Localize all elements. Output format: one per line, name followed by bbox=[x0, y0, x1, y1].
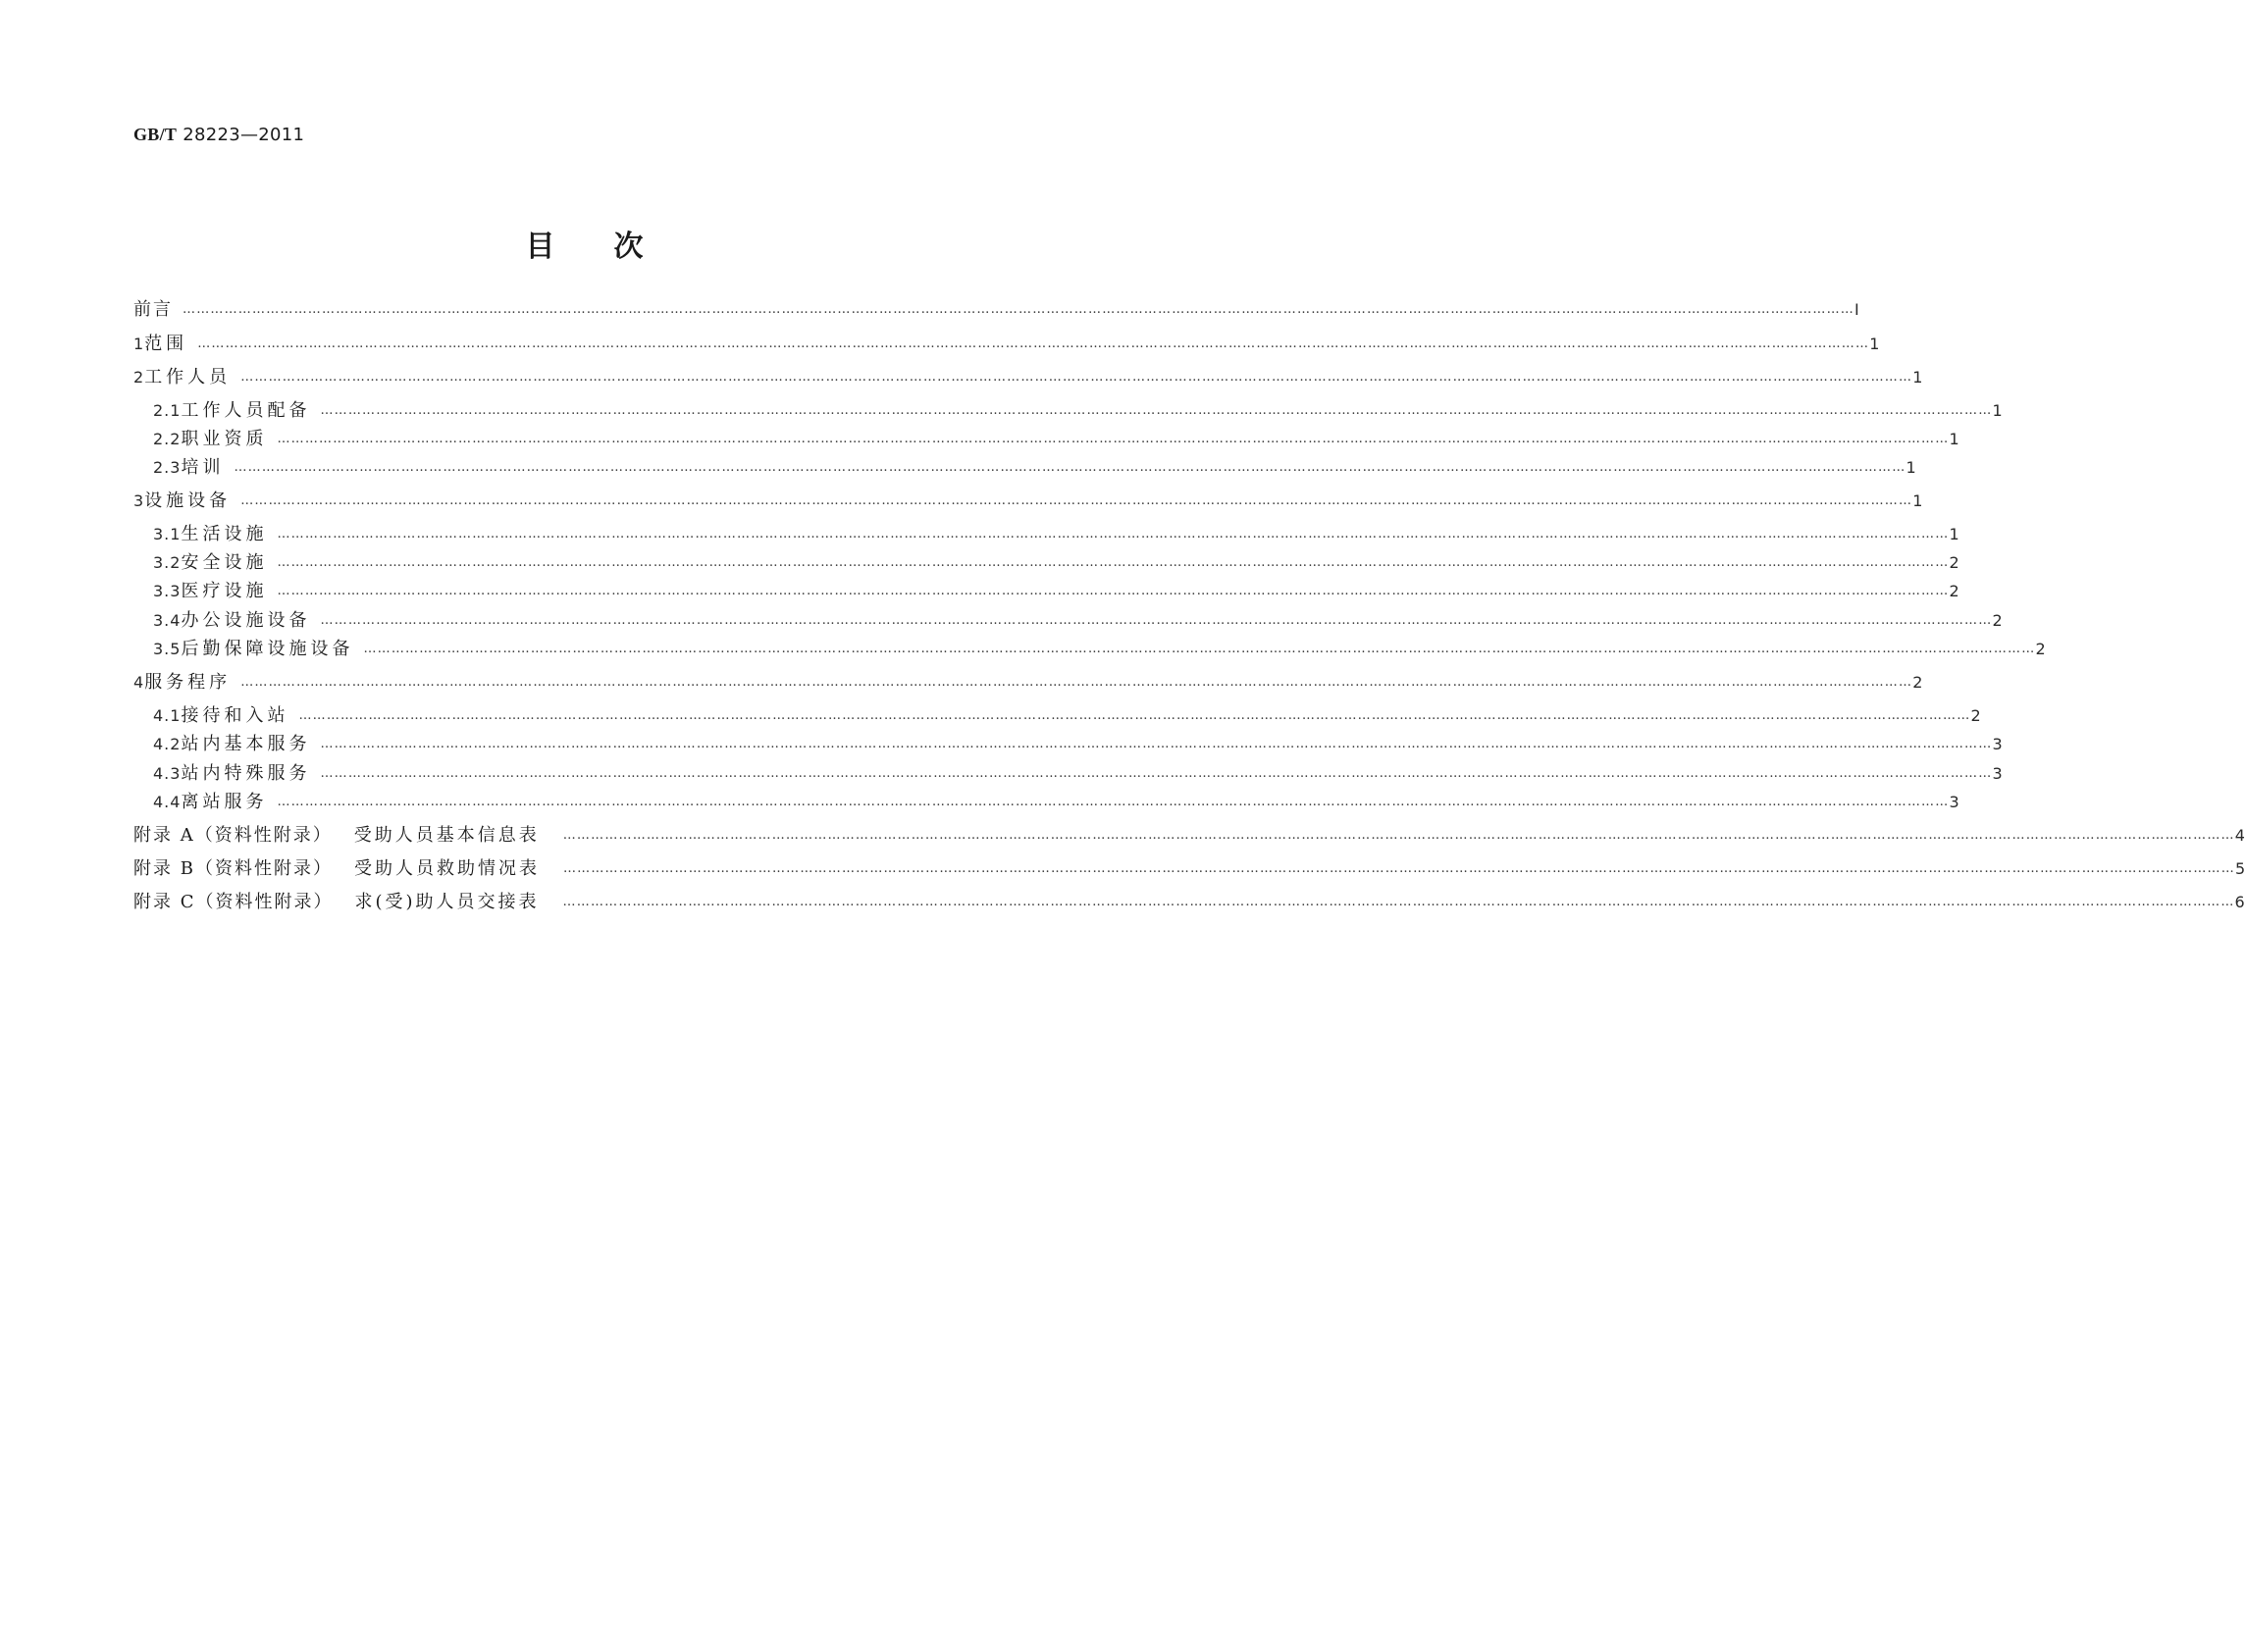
toc-entry[interactable] bbox=[133, 823, 2245, 849]
toc-appendix-entry bbox=[133, 890, 563, 915]
toc-entry[interactable] bbox=[153, 608, 2003, 634]
toc-section-number: 3 bbox=[133, 491, 145, 510]
toc-dot-leader: ……………………………………………………………………………………………………………………………………………………………………………………………………………………………………………………………………………………………………………………………… bbox=[562, 861, 2235, 876]
toc-dot-leader: ……………………………………………………………………………………………………………………………………………………………………………………………………………………………………………………………………………………………………………………………… bbox=[240, 370, 1913, 385]
toc-section-title: 办公设施设备 bbox=[181, 610, 311, 631]
toc-section-number: 2.2 bbox=[153, 430, 182, 448]
toc-section-title: 站内基本服务 bbox=[181, 734, 311, 754]
toc-dot-leader: ……………………………………………………………………………………………………………………………………………………………………………………………………………………………………………………………………………………………………………………………… bbox=[277, 432, 1950, 446]
toc-entry[interactable] bbox=[153, 427, 1959, 452]
toc-page-number: 6 bbox=[2234, 893, 2245, 911]
toc-section-title: 工作人员配备 bbox=[181, 400, 311, 421]
toc-entry[interactable] bbox=[133, 332, 1880, 357]
toc-page-number: 3 bbox=[1992, 735, 2003, 753]
toc-page-number: 3 bbox=[1949, 793, 1959, 811]
toc-dot-leader: ……………………………………………………………………………………………………………………………………………………………………………………………………………………………………………………………………………………………………………………………… bbox=[320, 766, 1993, 781]
toc-section-number: 3.4 bbox=[153, 611, 182, 630]
toc-section-title: 服务程序 bbox=[144, 672, 232, 693]
toc-entry[interactable] bbox=[153, 732, 2003, 757]
toc-entry[interactable] bbox=[153, 790, 1959, 815]
toc-section-title: 站内特殊服务 bbox=[181, 763, 311, 784]
toc-section-title: 前言 bbox=[133, 299, 173, 320]
toc-section-title: 设施设备 bbox=[144, 490, 232, 511]
toc-section-title: 医疗设施 bbox=[181, 581, 268, 601]
toc-section-number: 4 bbox=[133, 673, 145, 692]
toc-page-number: 1 bbox=[1869, 335, 1880, 353]
toc-section-number: 4.2 bbox=[153, 735, 182, 753]
standard-code-number: 28223—2011 bbox=[183, 125, 305, 145]
toc-entry[interactable] bbox=[133, 856, 2245, 882]
toc-entry[interactable] bbox=[153, 703, 1981, 729]
toc-section-title: 离站服务 bbox=[181, 792, 268, 812]
toc-dot-leader: ……………………………………………………………………………………………………………………………………………………………………………………………………………………………………………………………………………………………………………………………… bbox=[277, 584, 1950, 598]
toc-appendix-title: 受助人员救助情况表 bbox=[353, 858, 540, 879]
toc-entry[interactable] bbox=[133, 890, 2245, 915]
toc-section-number: 3.1 bbox=[153, 525, 182, 543]
toc-section-number: 2.3 bbox=[153, 458, 182, 477]
toc-page-number: 2 bbox=[1992, 611, 2003, 630]
toc-page-number: 2 bbox=[1949, 582, 1959, 600]
toc-page-number: 1 bbox=[1992, 401, 2003, 420]
toc-section-title: 范围 bbox=[144, 334, 188, 354]
toc-page-number: 2 bbox=[1912, 673, 1923, 692]
toc-dot-leader: ……………………………………………………………………………………………………………………………………………………………………………………………………………………………………………………………………………………………………………………………… bbox=[277, 795, 1950, 809]
toc-section-number: 4.3 bbox=[153, 764, 182, 783]
toc-section-title: 接待和入站 bbox=[181, 705, 289, 726]
toc-section-number: 3.5 bbox=[153, 640, 182, 658]
toc-appendix-title: 求(受)助人员交接表 bbox=[354, 892, 540, 912]
toc-dot-leader: ……………………………………………………………………………………………………………………………………………………………………………………………………………………………………………………………………………………………………………………………… bbox=[183, 302, 1854, 317]
toc-entry[interactable] bbox=[153, 637, 2046, 662]
toc-dot-leader: ……………………………………………………………………………………………………………………………………………………………………………………………………………………………………………………………………………………………………………………………… bbox=[562, 895, 2235, 909]
toc-entry[interactable] bbox=[133, 365, 1923, 390]
toc-entry[interactable] bbox=[153, 761, 2003, 787]
toc-page-number: 2 bbox=[1970, 706, 1981, 725]
toc-dot-leader: ……………………………………………………………………………………………………………………………………………………………………………………………………………………………………………………………………………………………………………………………… bbox=[320, 737, 1993, 751]
toc-page-number: 4 bbox=[2234, 826, 2245, 845]
toc-entry[interactable] bbox=[153, 522, 1959, 547]
toc-dot-leader: ……………………………………………………………………………………………………………………………………………………………………………………………………………………………………………………………………………………………………………………………… bbox=[277, 527, 1950, 542]
toc-dot-leader: ……………………………………………………………………………………………………………………………………………………………………………………………………………………………………………………………………………………………………………………………… bbox=[240, 493, 1913, 508]
toc-section-title: 培训 bbox=[181, 457, 225, 478]
toc-section-title: 工作人员 bbox=[144, 367, 232, 387]
toc-page-number: 1 bbox=[1949, 430, 1959, 448]
toc-appendix-entry bbox=[133, 823, 563, 849]
toc-page-number: 1 bbox=[1949, 525, 1959, 543]
toc-entry[interactable] bbox=[153, 398, 2003, 424]
toc-page-number: 2 bbox=[1949, 553, 1959, 572]
toc-section-title: 附录 C（资料性附录） bbox=[133, 892, 334, 912]
toc-section-number: 1 bbox=[133, 335, 145, 353]
toc-section-title: 附录 A（资料性附录） bbox=[133, 825, 333, 846]
toc-dot-leader: ……………………………………………………………………………………………………………………………………………………………………………………………………………………………………………………………………………………………………………………………… bbox=[298, 708, 1971, 723]
toc-entry[interactable] bbox=[153, 579, 1959, 604]
toc-entry[interactable] bbox=[133, 297, 1859, 323]
toc-page-number: 3 bbox=[1992, 764, 2003, 783]
toc-dot-leader: ……………………………………………………………………………………………………………………………………………………………………………………………………………………………………………………………………………………………………………………………… bbox=[562, 828, 2235, 843]
toc-section-title: 生活设施 bbox=[181, 524, 268, 544]
toc-section-number: 4.4 bbox=[153, 793, 182, 811]
toc-page-number: Ⅰ bbox=[1854, 300, 1859, 319]
toc-dot-leader: ……………………………………………………………………………………………………………………………………………………………………………………………………………………………………………………………………………………………………………………………… bbox=[363, 642, 2036, 656]
toc-dot-leader: ……………………………………………………………………………………………………………………………………………………………………………………………………………………………………………………………………………………………………………………………… bbox=[320, 613, 1993, 628]
toc-dot-leader: ……………………………………………………………………………………………………………………………………………………………………………………………………………………………………………………………………………………………………………………………… bbox=[197, 336, 1870, 351]
toc-entry[interactable] bbox=[153, 455, 1916, 481]
toc-section-title: 后勤保障设施设备 bbox=[181, 639, 354, 659]
toc-section-title: 附录 B（资料性附录） bbox=[133, 858, 333, 879]
standard-code-prefix: GB/T bbox=[133, 125, 178, 144]
toc-page-number: 1 bbox=[1912, 491, 1923, 510]
toc-page-number: 2 bbox=[2035, 640, 2046, 658]
toc-section-number: 3.3 bbox=[153, 582, 182, 600]
toc-entry[interactable] bbox=[133, 670, 1923, 696]
toc-appendix-title: 受助人员基本信息表 bbox=[353, 825, 540, 846]
toc-appendix-entry bbox=[133, 856, 563, 882]
toc-dot-leader: ……………………………………………………………………………………………………………………………………………………………………………………………………………………………………………………………………………………………………………………………… bbox=[234, 460, 1906, 475]
toc-section-title: 职业资质 bbox=[181, 429, 268, 449]
toc-entry[interactable] bbox=[133, 489, 1923, 514]
toc-dot-leader: ……………………………………………………………………………………………………………………………………………………………………………………………………………………………………………………………………………………………………………………………… bbox=[240, 675, 1913, 690]
toc-page-number: 1 bbox=[1906, 458, 1916, 477]
toc-section-number: 4.1 bbox=[153, 706, 182, 725]
toc-dot-leader: ……………………………………………………………………………………………………………………………………………………………………………………………………………………………………………………………………………………………………………………………… bbox=[320, 403, 1993, 418]
toc-dot-leader: ……………………………………………………………………………………………………………………………………………………………………………………………………………………………………………………………………………………………………………………………… bbox=[277, 555, 1950, 570]
table-of-contents bbox=[133, 0, 2245, 1652]
toc-entry[interactable] bbox=[153, 550, 1959, 576]
toc-page-number: 5 bbox=[2234, 859, 2245, 878]
toc-section-number: 2 bbox=[133, 368, 145, 387]
toc-section-title: 安全设施 bbox=[181, 552, 268, 573]
page-title: 目次 bbox=[525, 230, 703, 264]
toc-section-number: 2.1 bbox=[153, 401, 182, 420]
toc-section-number: 3.2 bbox=[153, 553, 182, 572]
toc-page-number: 1 bbox=[1912, 368, 1923, 387]
